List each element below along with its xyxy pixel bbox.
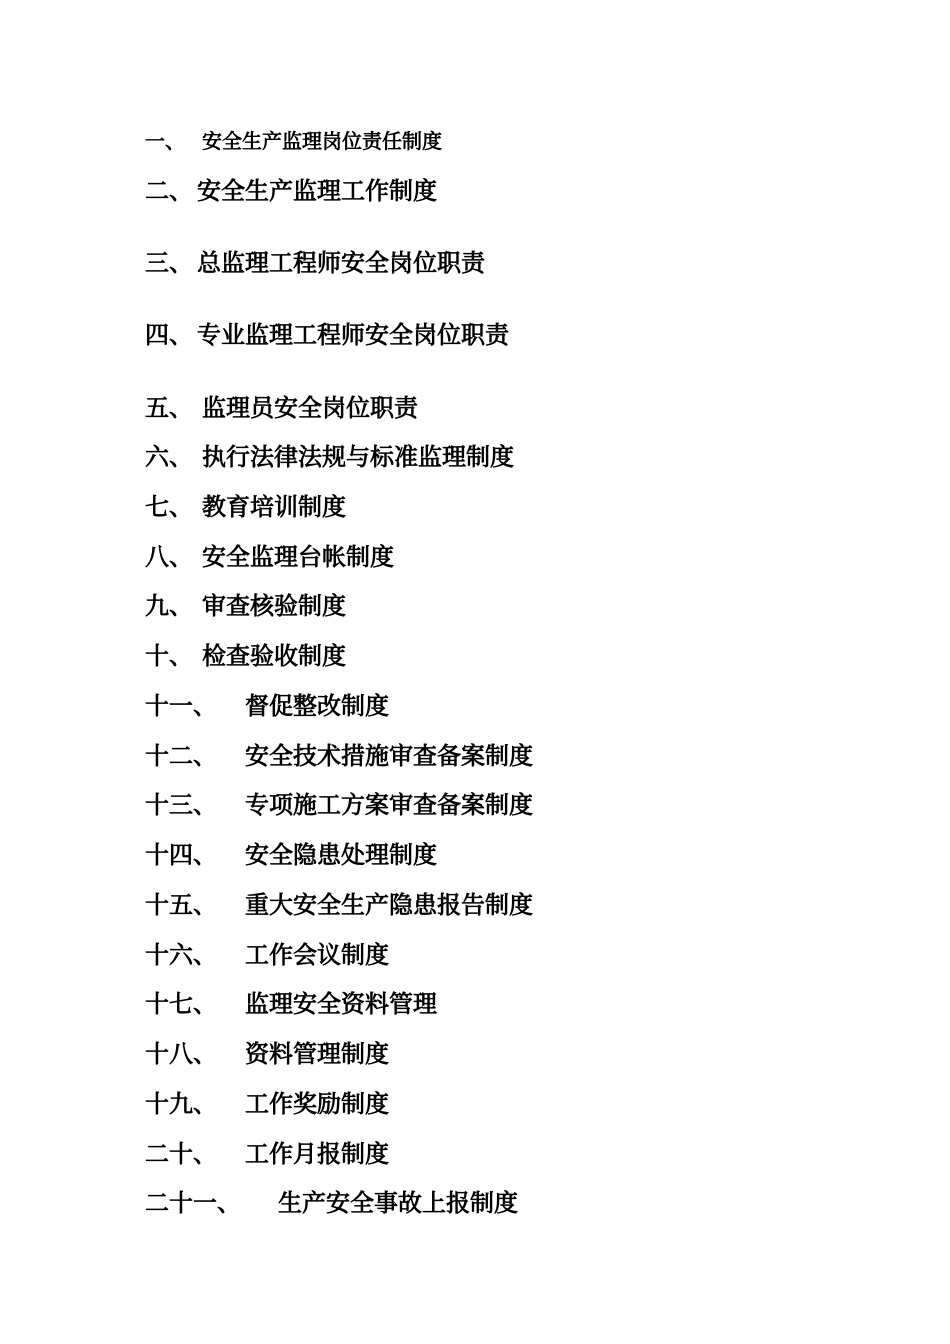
toc-item-number: 十一、 xyxy=(145,691,217,720)
toc-item-number: 九、 xyxy=(145,591,193,620)
toc-item-21 xyxy=(145,1188,518,1218)
toc-item-title: 安全技术措施审查备案制度 xyxy=(245,741,533,770)
toc-item-number: 二十一、 xyxy=(145,1188,241,1217)
toc-item-title: 工作会议制度 xyxy=(245,940,389,969)
toc-item-number: 五、 xyxy=(145,393,193,422)
toc-item-title: 安全生产监理岗位责任制度 xyxy=(202,129,442,153)
toc-item-1 xyxy=(145,128,442,154)
toc-item-number: 十三、 xyxy=(145,790,217,819)
toc-item-12 xyxy=(145,741,533,771)
toc-item-11 xyxy=(145,691,389,721)
toc-item-6 xyxy=(145,442,514,472)
toc-item-number: 十二、 xyxy=(145,741,217,770)
toc-item-title: 重大安全生产隐患报告制度 xyxy=(245,890,533,919)
toc-item-number: 十八、 xyxy=(145,1039,217,1068)
toc-item-17 xyxy=(145,989,437,1019)
toc-item-8 xyxy=(145,542,394,572)
toc-item-19 xyxy=(145,1089,389,1119)
toc-item-9 xyxy=(145,591,346,621)
toc-item-number: 七、 xyxy=(145,492,193,521)
toc-item-20 xyxy=(145,1139,389,1169)
toc-item-title: 工作月报制度 xyxy=(245,1139,389,1168)
toc-item-title: 工作奖励制度 xyxy=(245,1089,389,1118)
toc-item-number: 三、 xyxy=(145,248,193,277)
toc-item-title: 安全隐患处理制度 xyxy=(245,840,437,869)
toc-item-13 xyxy=(145,790,533,820)
toc-item-10 xyxy=(145,641,346,671)
toc-item-3 xyxy=(145,248,485,278)
toc-item-number: 十六、 xyxy=(145,940,217,969)
toc-item-number: 二、 xyxy=(145,176,193,205)
toc-item-title: 执行法律法规与标准监理制度 xyxy=(202,442,514,471)
toc-item-number: 十、 xyxy=(145,641,193,670)
toc-item-title: 专业监理工程师安全岗位职责 xyxy=(197,320,509,349)
toc-item-title: 检查验收制度 xyxy=(202,641,346,670)
toc-item-number: 二十、 xyxy=(145,1139,217,1168)
toc-item-number: 十四、 xyxy=(145,840,217,869)
toc-item-14 xyxy=(145,840,437,870)
toc-item-number: 十九、 xyxy=(145,1089,217,1118)
toc-item-number: 四、 xyxy=(145,320,193,349)
toc-item-title: 生产安全事故上报制度 xyxy=(278,1188,518,1217)
toc-item-title: 教育培训制度 xyxy=(202,492,346,521)
toc-item-number: 六、 xyxy=(145,442,193,471)
toc-item-number: 十五、 xyxy=(145,890,217,919)
toc-item-number: 八、 xyxy=(145,542,193,571)
toc-item-title: 监理员安全岗位职责 xyxy=(202,393,418,422)
toc-item-16 xyxy=(145,940,389,970)
toc-item-5 xyxy=(145,393,418,423)
toc-item-title: 安全监理台帐制度 xyxy=(202,542,394,571)
toc-item-18 xyxy=(145,1039,389,1069)
toc-item-15 xyxy=(145,890,533,920)
toc-item-title: 专项施工方案审查备案制度 xyxy=(245,790,533,819)
toc-item-number: 十七、 xyxy=(145,989,217,1018)
toc-item-4 xyxy=(145,320,509,350)
toc-item-2 xyxy=(145,176,437,206)
toc-item-title: 监理安全资料管理 xyxy=(245,989,437,1018)
toc-item-number: 一、 xyxy=(145,129,185,153)
toc-item-title: 安全生产监理工作制度 xyxy=(197,176,437,205)
toc-item-title: 督促整改制度 xyxy=(245,691,389,720)
toc-item-title: 审查核验制度 xyxy=(202,591,346,620)
toc-item-title: 资料管理制度 xyxy=(245,1039,389,1068)
toc-item-title: 总监理工程师安全岗位职责 xyxy=(197,248,485,277)
toc-item-7 xyxy=(145,492,346,522)
